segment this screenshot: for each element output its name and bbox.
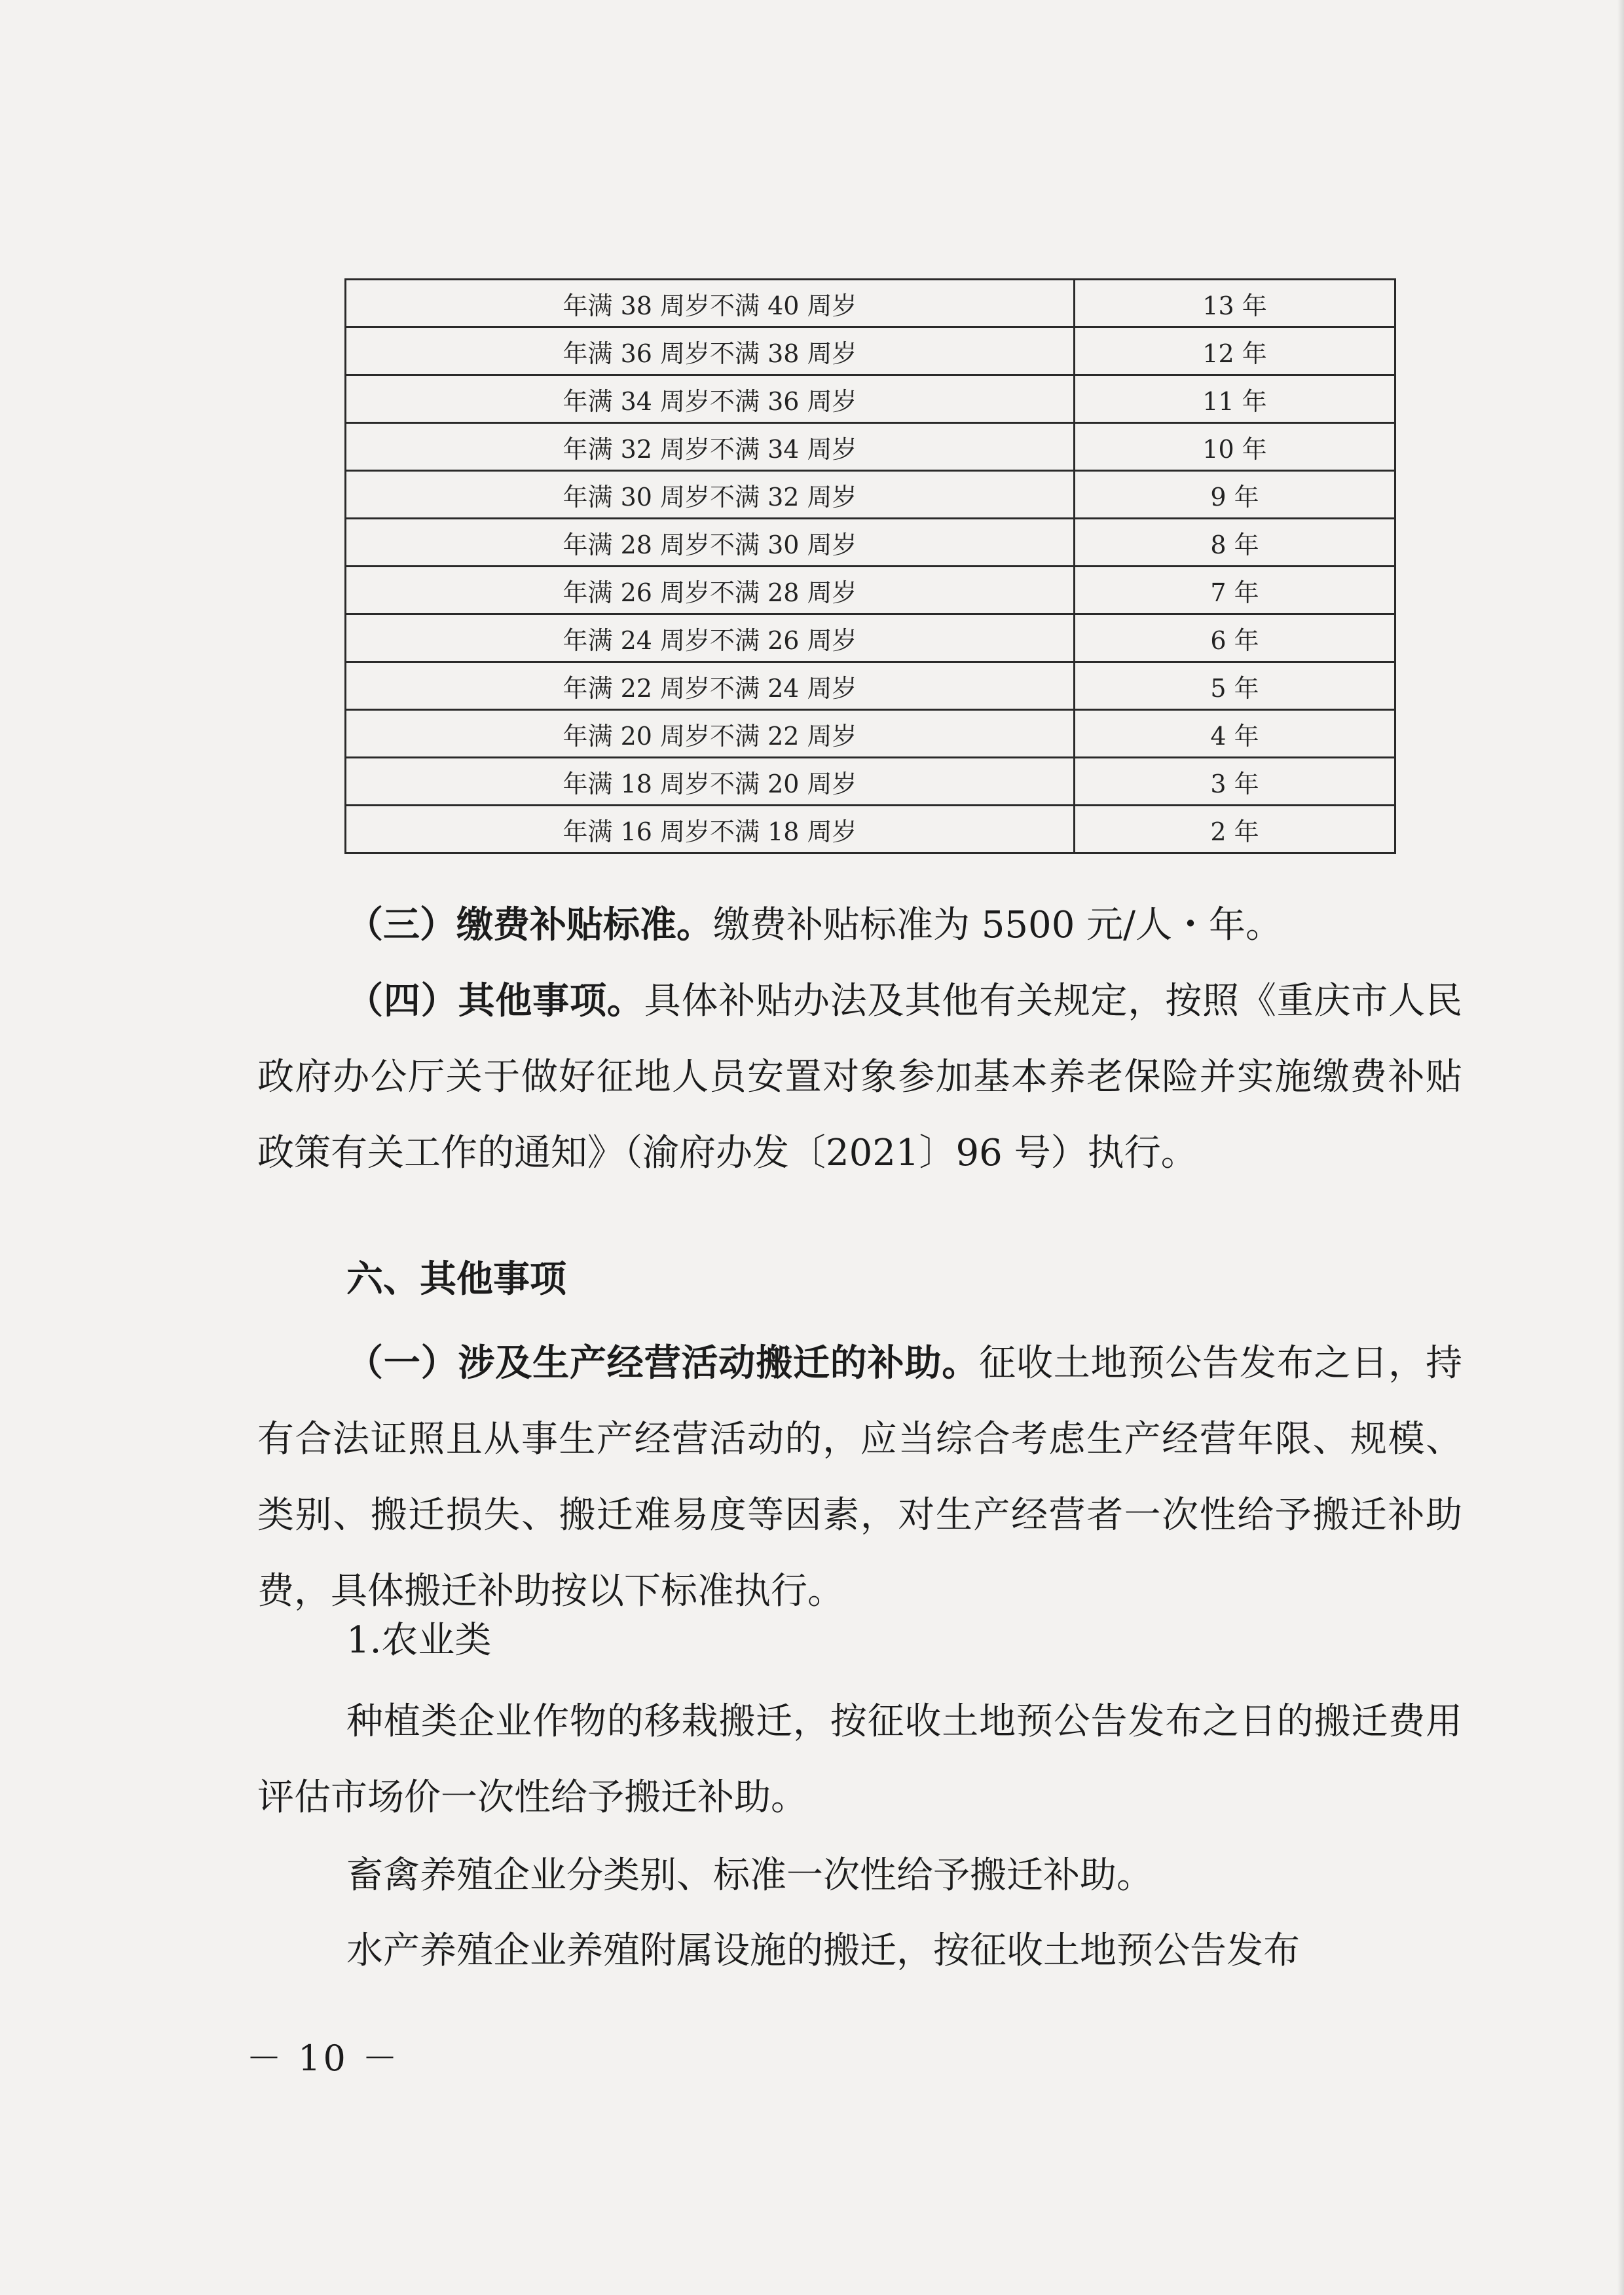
table-row xyxy=(346,471,1395,519)
paragraph-text: 征收土地预公告发布之日，持有合法证照且从事生产经营活动的，应当综合考虑生产经营年限、规模、类别、搬迁损失、搬迁难易度等因素，对生产经营者一次性给予搬迁补助费，具体搬迁补助按以下标准执行。 xyxy=(257,1342,1463,1613)
table-row xyxy=(346,806,1395,853)
age-range-cell: 年满 36 周岁不满 38 周岁 xyxy=(346,327,1075,375)
age-range-cell: 年满 20 周岁不满 22 周岁 xyxy=(346,710,1075,758)
paragraph-livestock: 畜禽养殖企业分类别、标准一次性给予搬迁补助。 xyxy=(346,1854,1153,1897)
page-number: － 10 － xyxy=(246,2038,401,2079)
table-row xyxy=(346,280,1395,327)
age-years-table xyxy=(344,278,1396,854)
subheading-agriculture: 1.农业类 xyxy=(346,1619,492,1662)
scan-edge-shadow xyxy=(1617,0,1624,2295)
age-range-cell: 年满 38 周岁不满 40 周岁 xyxy=(346,280,1075,327)
table-row xyxy=(346,519,1395,567)
years-cell: 3 年 xyxy=(1075,758,1395,806)
table-row xyxy=(346,758,1395,806)
paragraph-text: 具体补贴办法及其他有关规定，按照《重庆市人民政府办公厅关于做好征地人员安置对象参加基本养老保险并实施缴费补贴政策有关工作的通知》（渝府办发〔2021〕96 号）执行。 xyxy=(257,980,1463,1174)
table-body xyxy=(346,280,1395,853)
paragraph-relocation-subsidy xyxy=(257,1326,1462,1630)
years-cell: 11 年 xyxy=(1075,375,1395,423)
age-range-cell: 年满 18 周岁不满 20 周岁 xyxy=(346,758,1075,806)
years-cell: 7 年 xyxy=(1075,567,1395,614)
years-cell: 12 年 xyxy=(1075,327,1395,375)
paragraph-lead: （四）其他事项。 xyxy=(346,980,644,1022)
age-range-cell: 年满 22 周岁不满 24 周岁 xyxy=(346,662,1075,710)
years-cell: 13 年 xyxy=(1075,280,1395,327)
paragraph-aquaculture: 水产养殖企业养殖附属设施的搬迁，按征收土地预公告发布 xyxy=(346,1930,1300,1972)
paragraph-planting: 种植类企业作物的移栽搬迁，按征收土地预公告发布之日的搬迁费用评估市场价一次性给予搬迁补助。 xyxy=(257,1700,1462,1819)
age-range-cell: 年满 32 周岁不满 34 周岁 xyxy=(346,423,1075,471)
years-cell: 8 年 xyxy=(1075,519,1395,567)
age-range-cell: 年满 34 周岁不满 36 周岁 xyxy=(346,375,1075,423)
table-row xyxy=(346,375,1395,423)
paragraph-lead: （三）缴费补贴标准。 xyxy=(346,904,713,946)
table-row xyxy=(346,614,1395,662)
years-cell: 10 年 xyxy=(1075,423,1395,471)
years-cell: 5 年 xyxy=(1075,662,1395,710)
years-cell: 9 年 xyxy=(1075,471,1395,519)
years-cell: 2 年 xyxy=(1075,806,1395,853)
years-cell: 6 年 xyxy=(1075,614,1395,662)
paragraph-other-matters xyxy=(257,963,1462,1191)
years-cell: 4 年 xyxy=(1075,710,1395,758)
age-range-cell: 年满 28 周岁不满 30 周岁 xyxy=(346,519,1075,567)
age-range-cell: 年满 26 周岁不满 28 周岁 xyxy=(346,567,1075,614)
age-range-cell: 年满 24 周岁不满 26 周岁 xyxy=(346,614,1075,662)
table-row xyxy=(346,327,1395,375)
age-range-cell: 年满 16 周岁不满 18 周岁 xyxy=(346,806,1075,853)
age-range-cell: 年满 30 周岁不满 32 周岁 xyxy=(346,471,1075,519)
table-row xyxy=(346,423,1395,471)
table-row xyxy=(346,567,1395,614)
paragraph-payment-subsidy-standard xyxy=(257,887,1462,963)
paragraph-lead: （一）涉及生产经营活动搬迁的补助。 xyxy=(346,1342,980,1385)
table-row xyxy=(346,710,1395,758)
paragraph-text: 缴费补贴标准为 5500 元/人・年。 xyxy=(713,904,1282,946)
table-row xyxy=(346,662,1395,710)
section-heading-six: 六、其他事项 xyxy=(346,1258,566,1301)
